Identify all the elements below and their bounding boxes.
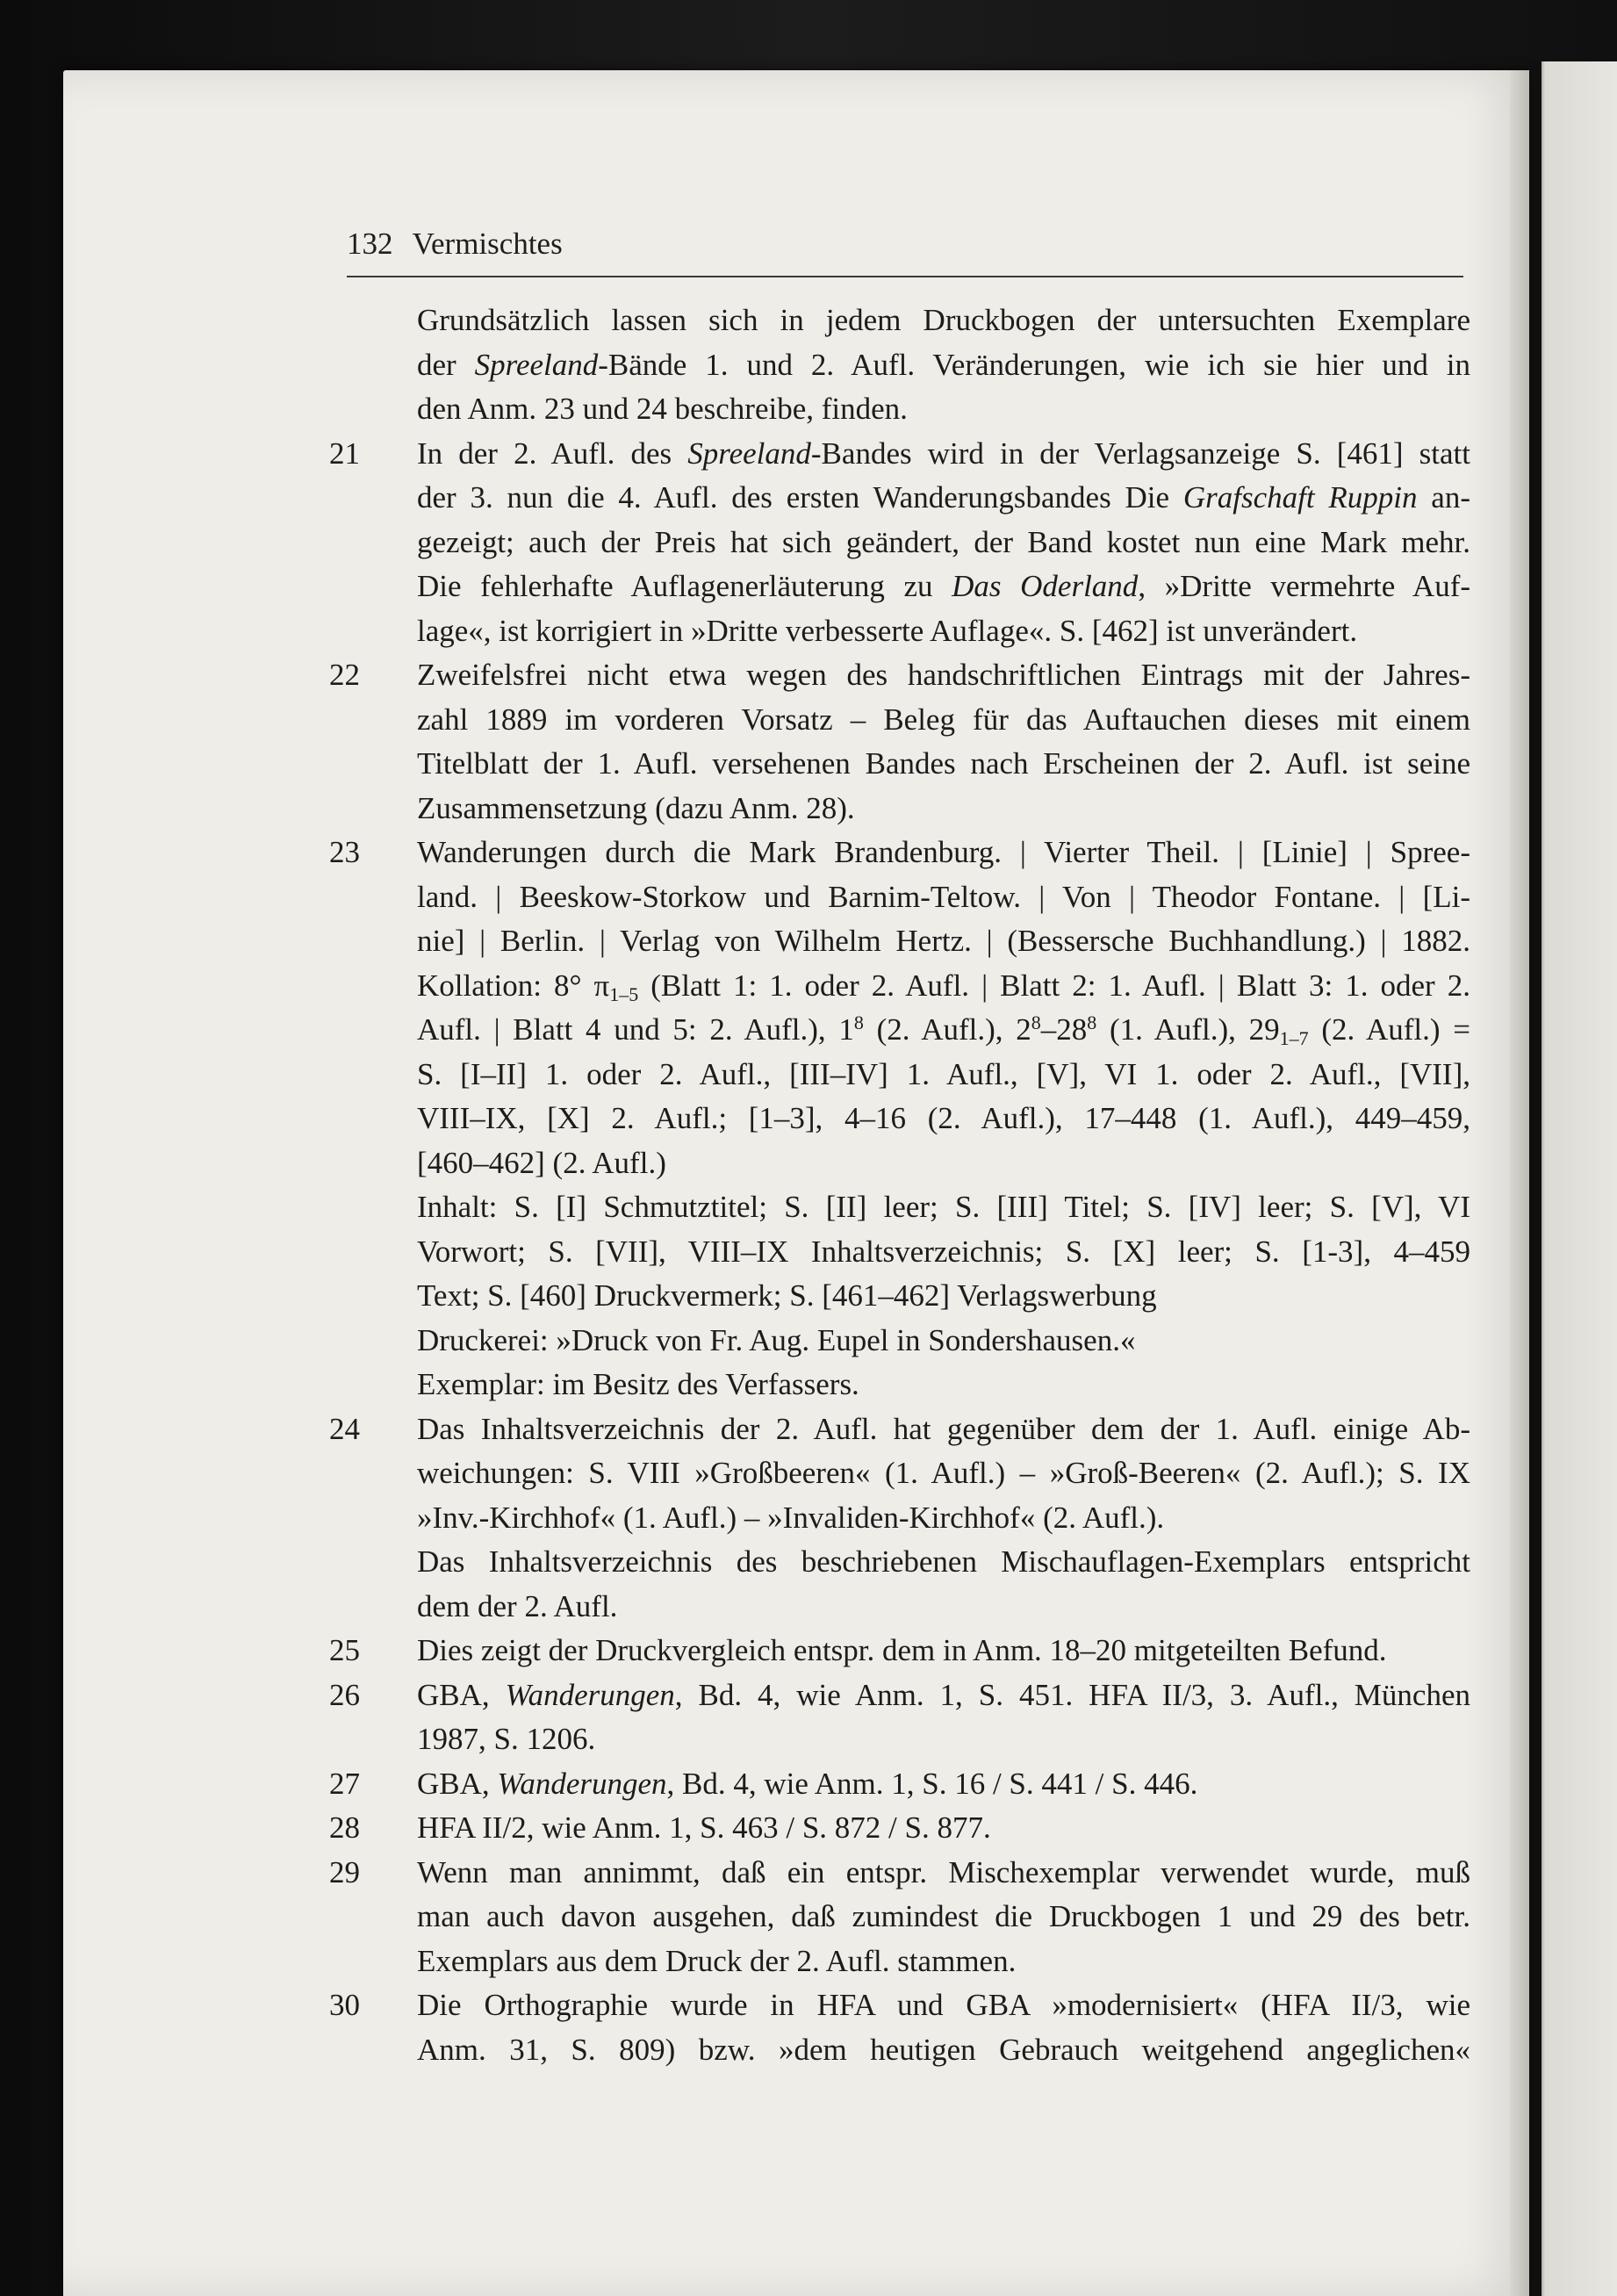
- note-paragraph: [417, 1540, 1470, 1629]
- text-line: den Anm. 23 und 24 beschreibe, finden.: [417, 392, 908, 426]
- endnote-29: [329, 1851, 1470, 1984]
- text-line: Wanderungen durch die Mark Brandenburg. | Vierter Theil. | [Linie] | Spree-: [417, 835, 1470, 869]
- note-paragraph: [417, 831, 1470, 1185]
- page-stack-edge: [1510, 70, 1529, 2296]
- text-line: der Spreeland-Bände 1. und 2. Aufl. Veränderungen, wie ich sie hier und in: [417, 347, 1470, 382]
- text-line: 1987, S. 1206.: [417, 1722, 596, 1756]
- endnote-23: [329, 831, 1470, 1407]
- facing-page-edge: [1529, 61, 1617, 2296]
- note-paragraph: [417, 653, 1470, 831]
- text-line: Text; S. [460] Druckvermerk; S. [461–462] Verlagswerbung: [417, 1278, 1157, 1313]
- text-line: Zweifelsfrei nicht etwa wegen des handschriftlichen Eintrags mit der Jahres-: [417, 658, 1470, 692]
- running-header: [347, 227, 1463, 277]
- endnote-30: [329, 1983, 1470, 2072]
- text-line: Titelblatt der 1. Aufl. versehenen Bandes nach Erscheinen der 2. Aufl. ist seine: [417, 746, 1470, 781]
- text-line: Die fehlerhafte Auflagenerläuterung zu Das Oderland, »Dritte vermehrte Auf-: [417, 569, 1470, 603]
- text-line: In der 2. Aufl. des Spreeland-Bandes wird in der Verlagsanzeige S. [461] statt: [417, 435, 1470, 471]
- text-line: [460–462] (2. Aufl.): [417, 1145, 666, 1180]
- text-line: man auch davon ausgehen, daß zumindest die Druckbogen 1 und 29 des betr.: [417, 1899, 1470, 1933]
- text-line: Exemplars aus dem Druck der 2. Aufl. stammen.: [417, 1943, 1017, 1978]
- note-number: 23: [329, 835, 360, 869]
- note-number: 28: [329, 1810, 360, 1845]
- note-paragraph: [417, 1673, 1470, 1762]
- note-paragraph: [417, 1806, 1470, 1851]
- page-number: 132: [347, 227, 393, 261]
- note-number: 24: [329, 1411, 360, 1446]
- note-number: 21: [329, 435, 360, 471]
- text-line: weichungen: S. VIII »Großbeeren« (1. Aufl.) – »Groß-Beeren« (2. Aufl.); S. IX: [417, 1456, 1470, 1490]
- text-line: Inhalt: S. [I] Schmutztitel; S. [II] leer; S. [III] Titel; S. [IV] leer; S. [V], VI: [417, 1190, 1470, 1224]
- note-paragraph: [417, 1185, 1470, 1319]
- text-line: Wenn man annimmt, daß ein entspr. Mischexemplar verwendet wurde, muß: [417, 1854, 1470, 1889]
- endnote-24: [329, 1407, 1470, 1630]
- text-line: Das Inhaltsverzeichnis der 2. Aufl. hat gegenüber dem der 1. Aufl. einige Ab-: [417, 1411, 1470, 1446]
- text-line: Druckerei: »Druck von Fr. Aug. Eupel in Sondershausen.«: [417, 1322, 1136, 1357]
- text-line: Grundsätzlich lassen sich in jedem Druckbogen der untersuchten Exemplare: [417, 303, 1470, 337]
- note-number: 26: [329, 1677, 360, 1712]
- text-line: Vorwort; S. [VII], VIII–IX Inhaltsverzeichnis; S. [X] leer; S. [1-3], 4–459: [417, 1234, 1470, 1269]
- note-paragraph: [417, 1407, 1470, 1541]
- note-number: 29: [329, 1854, 360, 1889]
- endnote-26: [329, 1673, 1470, 1762]
- text-line: nie] | Berlin. | Verlag von Wilhelm Hertz. | (Bessersche Buchhandlung.) | 1882.: [417, 924, 1470, 958]
- endnotes-block: [329, 299, 1470, 2072]
- note-paragraph: [417, 432, 1470, 654]
- endnote-28: [329, 1806, 1470, 1851]
- text-line: GBA, Wanderungen, Bd. 4, wie Anm. 1, S. 16 / S. 441 / S. 446.: [417, 1766, 1198, 1801]
- note-paragraph: [417, 299, 1470, 432]
- note-paragraph: [417, 1363, 1470, 1407]
- note-number: 30: [329, 1988, 360, 2022]
- text-line: Dies zeigt der Druckvergleich entspr. dem in Anm. 18–20 mitgeteilten Befund.: [417, 1633, 1387, 1667]
- text-line: zahl 1889 im vorderen Vorsatz – Beleg für das Auftauchen dieses mit einem: [417, 702, 1470, 737]
- endnote-22: [329, 653, 1470, 831]
- text-line: Zusammensetzung (dazu Anm. 28).: [417, 790, 855, 825]
- endnote-27: [329, 1762, 1470, 1807]
- text-line: der 3. nun die 4. Aufl. des ersten Wanderungsbandes Die Grafschaft Ruppin an-: [417, 480, 1470, 515]
- endnote-25: [329, 1629, 1470, 1673]
- note-paragraph: [417, 1851, 1470, 1984]
- text-line: Das Inhaltsverzeichnis des beschriebenen Mischauflagen-Exemplars entspricht: [417, 1544, 1470, 1579]
- text-line: Anm. 31, S. 809) bzw. »dem heutigen Gebrauch weitgehend angeglichen«: [417, 2032, 1470, 2067]
- text-line: Exemplar: im Besitz des Verfassers.: [417, 1367, 859, 1401]
- endnote-continuation: [329, 299, 1470, 432]
- text-line: VIII–IX, [X] 2. Aufl.; [1–3], 4–16 (2. Aufl.), 17–448 (1. Aufl.), 449–459,: [417, 1101, 1470, 1135]
- text-line: HFA II/2, wie Anm. 1, S. 463 / S. 872 / S. 877.: [417, 1810, 991, 1845]
- text-line: Aufl. | Blatt 4 und 5: 2. Aufl.), $1^8$ (2. Aufl.), $2^8-28^8$ (1. Aufl.), $29_{1-7}$ (2. Aufl.) =: [417, 1011, 1470, 1049]
- note-number: 25: [329, 1633, 360, 1667]
- note-paragraph: [417, 1629, 1470, 1673]
- text-line: Die Orthographie wurde in HFA und GBA »modernisiert« (HFA II/3, wie: [417, 1988, 1470, 2022]
- text-line: lage«, ist korrigiert in »Dritte verbesserte Auflage«. S. [462] ist unverändert.: [417, 613, 1358, 648]
- text-line: S. [I–II] 1. oder 2. Aufl., [III–IV] 1. Aufl., [V], VI 1. oder 2. Aufl., [VII],: [417, 1056, 1470, 1091]
- note-number: 27: [329, 1766, 360, 1801]
- text-line: GBA, Wanderungen, Bd. 4, wie Anm. 1, S. 451. HFA II/3, 3. Aufl., München: [417, 1677, 1470, 1712]
- running-title: Vermischtes: [412, 227, 563, 261]
- note-paragraph: [417, 1319, 1470, 1364]
- note-paragraph: [417, 1983, 1470, 2072]
- note-number: 22: [329, 658, 360, 692]
- text-line: land. | Beeskow-Storkow und Barnim-Teltow. | Von | Theodor Fontane. | [Li-: [417, 879, 1470, 914]
- text-line: »Inv.-Kirchhof« (1. Aufl.) – »Invaliden-Kirchhof« (2. Aufl.).: [417, 1500, 1165, 1535]
- text-line: Kollation: 8° $\pi_{1-5}$ (Blatt 1: 1. oder 2. Aufl. | Blatt 2: 1. Aufl. | Blatt 3: 1. oder 2.: [417, 968, 1470, 1005]
- endnote-21: [329, 432, 1470, 654]
- note-paragraph: [417, 1762, 1470, 1807]
- text-line: dem der 2. Aufl.: [417, 1588, 618, 1623]
- text-line: gezeigt; auch der Preis hat sich geändert, der Band kostet nun eine Mark mehr.: [417, 524, 1470, 559]
